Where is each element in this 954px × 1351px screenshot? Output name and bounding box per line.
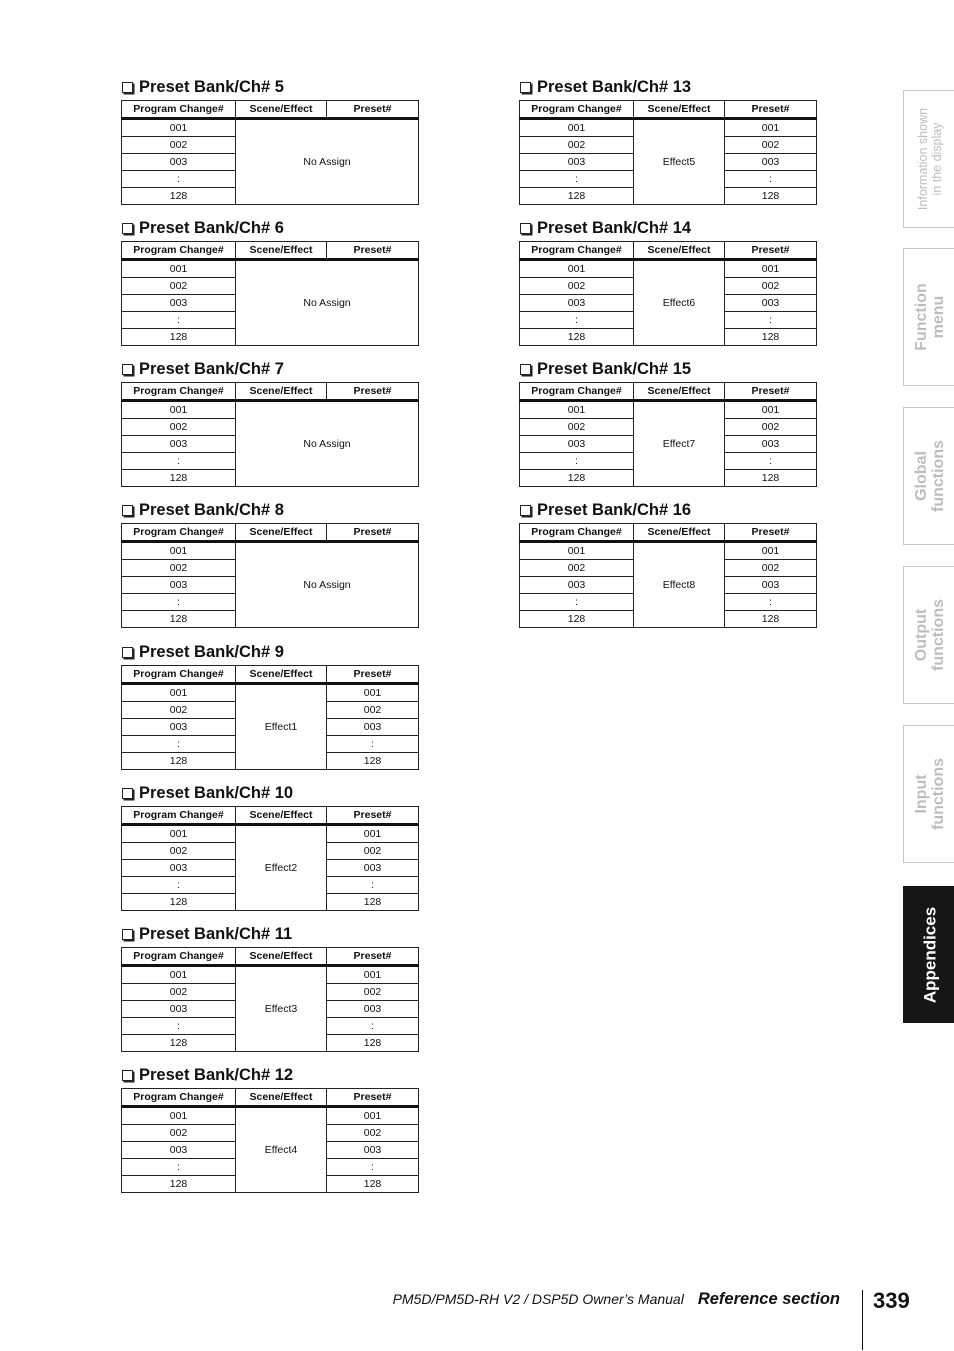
preset-cell: 002 bbox=[725, 419, 817, 436]
program-change-cell: 002 bbox=[122, 984, 236, 1001]
program-change-cell: : bbox=[520, 171, 634, 188]
program-change-cell: : bbox=[122, 736, 236, 753]
tab-label: Appendices bbox=[920, 906, 939, 1003]
tab-appendices[interactable] bbox=[903, 886, 954, 1023]
program-change-cell: 002 bbox=[122, 137, 236, 154]
header-program-change: Program Change# bbox=[520, 383, 634, 401]
header-program-change: Program Change# bbox=[520, 101, 634, 119]
section-heading bbox=[121, 783, 418, 803]
preset-bank-table bbox=[121, 947, 419, 1052]
program-change-cell: 003 bbox=[122, 719, 236, 736]
preset-cell: 001 bbox=[725, 401, 817, 419]
header-program-change: Program Change# bbox=[520, 242, 634, 260]
program-change-cell: : bbox=[122, 171, 236, 188]
program-change-cell: 002 bbox=[122, 419, 236, 436]
program-change-cell: 128 bbox=[122, 611, 236, 628]
header-preset: Preset# bbox=[327, 948, 419, 966]
scene-effect-cell: Effect8 bbox=[634, 542, 725, 628]
header-program-change: Program Change# bbox=[122, 242, 236, 260]
preset-bank-table bbox=[121, 100, 419, 205]
program-change-cell: : bbox=[122, 1159, 236, 1176]
preset-cell: 128 bbox=[327, 1176, 419, 1193]
preset-cell: 002 bbox=[327, 984, 419, 1001]
section-title: Preset Bank/Ch# 10 bbox=[139, 783, 294, 802]
preset-bank-table bbox=[121, 241, 419, 346]
preset-cell: : bbox=[327, 877, 419, 894]
header-preset: Preset# bbox=[725, 524, 817, 542]
preset-cell: : bbox=[725, 453, 817, 470]
header-scene-effect: Scene/Effect bbox=[634, 524, 725, 542]
scene-effect-cell: No Assign bbox=[236, 401, 419, 487]
header-scene-effect: Scene/Effect bbox=[236, 383, 327, 401]
section-heading bbox=[121, 359, 418, 379]
program-change-cell: 001 bbox=[122, 119, 236, 137]
header-scene-effect: Scene/Effect bbox=[236, 807, 327, 825]
program-change-cell: 003 bbox=[122, 295, 236, 312]
header-program-change: Program Change# bbox=[122, 101, 236, 119]
preset-cell: 128 bbox=[327, 894, 419, 911]
section-title: Preset Bank/Ch# 13 bbox=[537, 77, 692, 96]
header-scene-effect: Scene/Effect bbox=[236, 242, 327, 260]
program-change-cell: : bbox=[122, 877, 236, 894]
preset-bank-table bbox=[519, 382, 817, 487]
preset-cell: 003 bbox=[327, 1142, 419, 1159]
preset-cell: : bbox=[327, 1018, 419, 1035]
preset-bank-table bbox=[121, 665, 419, 770]
header-preset: Preset# bbox=[327, 524, 419, 542]
header-program-change: Program Change# bbox=[122, 666, 236, 684]
checkbox-bullet-icon bbox=[122, 223, 133, 234]
program-change-cell: 001 bbox=[122, 825, 236, 843]
header-program-change: Program Change# bbox=[122, 948, 236, 966]
preset-bank-section bbox=[519, 359, 816, 487]
preset-bank-section bbox=[121, 642, 418, 770]
header-scene-effect: Scene/Effect bbox=[634, 242, 725, 260]
program-change-cell: 128 bbox=[122, 1176, 236, 1193]
program-change-cell: : bbox=[122, 453, 236, 470]
preset-bank-section bbox=[121, 924, 418, 1052]
checkbox-bullet-icon bbox=[520, 223, 531, 234]
program-change-cell: : bbox=[122, 594, 236, 611]
program-change-cell: 002 bbox=[520, 137, 634, 154]
table-row bbox=[520, 119, 817, 137]
program-change-cell: 003 bbox=[122, 860, 236, 877]
program-change-cell: 001 bbox=[122, 260, 236, 278]
preset-cell: 003 bbox=[725, 436, 817, 453]
scene-effect-cell: Effect1 bbox=[236, 684, 327, 770]
preset-cell: 003 bbox=[725, 577, 817, 594]
table-row bbox=[520, 260, 817, 278]
tab-information-display[interactable] bbox=[903, 90, 954, 228]
checkbox-bullet-icon bbox=[520, 364, 531, 375]
table-row bbox=[122, 119, 419, 137]
program-change-cell: 128 bbox=[122, 188, 236, 205]
preset-bank-section bbox=[121, 783, 418, 911]
header-scene-effect: Scene/Effect bbox=[236, 101, 327, 119]
preset-cell: 001 bbox=[327, 825, 419, 843]
tab-label: Input functions bbox=[912, 758, 947, 830]
program-change-cell: 002 bbox=[520, 560, 634, 577]
scene-effect-cell: Effect4 bbox=[236, 1107, 327, 1193]
checkbox-bullet-icon bbox=[122, 647, 133, 658]
program-change-cell: 128 bbox=[122, 1035, 236, 1052]
preset-bank-table bbox=[519, 241, 817, 346]
header-scene-effect: Scene/Effect bbox=[236, 948, 327, 966]
tab-function-menu[interactable] bbox=[903, 248, 954, 386]
program-change-cell: 003 bbox=[122, 436, 236, 453]
preset-bank-table bbox=[121, 806, 419, 911]
program-change-cell: 001 bbox=[520, 401, 634, 419]
section-title: Preset Bank/Ch# 5 bbox=[139, 77, 284, 96]
section-heading bbox=[121, 77, 418, 97]
preset-cell: 001 bbox=[725, 542, 817, 560]
header-program-change: Program Change# bbox=[122, 524, 236, 542]
preset-bank-section bbox=[519, 218, 816, 346]
tab-output-functions[interactable] bbox=[903, 566, 954, 704]
preset-bank-section bbox=[121, 77, 418, 205]
table-row bbox=[122, 966, 419, 984]
section-title: Preset Bank/Ch# 14 bbox=[537, 218, 692, 237]
scene-effect-cell: No Assign bbox=[236, 119, 419, 205]
preset-cell: 128 bbox=[725, 188, 817, 205]
section-title: Preset Bank/Ch# 9 bbox=[139, 642, 284, 661]
table-row bbox=[122, 542, 419, 560]
program-change-cell: 003 bbox=[520, 154, 634, 171]
program-change-cell: 001 bbox=[520, 542, 634, 560]
header-preset: Preset# bbox=[327, 383, 419, 401]
preset-cell: 002 bbox=[725, 560, 817, 577]
header-program-change: Program Change# bbox=[520, 524, 634, 542]
program-change-cell: 001 bbox=[122, 684, 236, 702]
scene-effect-cell: Effect3 bbox=[236, 966, 327, 1052]
header-preset: Preset# bbox=[327, 101, 419, 119]
header-preset: Preset# bbox=[725, 101, 817, 119]
tab-global-functions[interactable] bbox=[903, 407, 954, 545]
preset-cell: 003 bbox=[725, 295, 817, 312]
header-preset: Preset# bbox=[725, 242, 817, 260]
section-heading bbox=[121, 218, 418, 238]
preset-cell: 002 bbox=[725, 137, 817, 154]
program-change-cell: 002 bbox=[520, 419, 634, 436]
scene-effect-cell: Effect7 bbox=[634, 401, 725, 487]
program-change-cell: 003 bbox=[520, 436, 634, 453]
program-change-cell: 128 bbox=[122, 470, 236, 487]
header-program-change: Program Change# bbox=[122, 807, 236, 825]
preset-bank-table bbox=[519, 100, 817, 205]
preset-cell: 128 bbox=[725, 470, 817, 487]
program-change-cell: 128 bbox=[122, 894, 236, 911]
preset-cell: 002 bbox=[327, 1125, 419, 1142]
program-change-cell: 128 bbox=[520, 470, 634, 487]
program-change-cell: : bbox=[520, 312, 634, 329]
section-title: Preset Bank/Ch# 16 bbox=[537, 500, 692, 519]
checkbox-bullet-icon bbox=[122, 505, 133, 516]
program-change-cell: 003 bbox=[122, 1001, 236, 1018]
scene-effect-cell: Effect6 bbox=[634, 260, 725, 346]
checkbox-bullet-icon bbox=[122, 1070, 133, 1081]
program-change-cell: 002 bbox=[122, 702, 236, 719]
program-change-cell: 001 bbox=[520, 260, 634, 278]
tab-label: Global functions bbox=[912, 440, 947, 512]
program-change-cell: 128 bbox=[520, 611, 634, 628]
program-change-cell: 128 bbox=[520, 188, 634, 205]
preset-cell: 002 bbox=[725, 278, 817, 295]
table-row bbox=[122, 825, 419, 843]
section-heading bbox=[121, 1065, 418, 1085]
table-row bbox=[520, 401, 817, 419]
scene-effect-cell: No Assign bbox=[236, 542, 419, 628]
program-change-cell: 002 bbox=[520, 278, 634, 295]
scene-effect-cell: Effect5 bbox=[634, 119, 725, 205]
preset-bank-section bbox=[121, 500, 418, 628]
header-preset: Preset# bbox=[327, 1089, 419, 1107]
checkbox-bullet-icon bbox=[122, 364, 133, 375]
page-number: 339 bbox=[873, 1288, 910, 1313]
header-preset: Preset# bbox=[327, 807, 419, 825]
program-change-cell: 128 bbox=[122, 753, 236, 770]
preset-bank-section bbox=[519, 500, 816, 628]
preset-cell: 003 bbox=[327, 719, 419, 736]
preset-bank-table bbox=[519, 523, 817, 628]
program-change-cell: : bbox=[520, 594, 634, 611]
preset-bank-section bbox=[121, 1065, 418, 1193]
section-heading bbox=[519, 77, 816, 97]
preset-cell: 128 bbox=[725, 329, 817, 346]
checkbox-bullet-icon bbox=[520, 505, 531, 516]
section-heading bbox=[519, 500, 816, 520]
section-title: Preset Bank/Ch# 7 bbox=[139, 359, 284, 378]
preset-cell: 128 bbox=[327, 1035, 419, 1052]
tab-label: Function menu bbox=[912, 283, 947, 351]
header-scene-effect: Scene/Effect bbox=[236, 666, 327, 684]
preset-cell: 002 bbox=[327, 702, 419, 719]
program-change-cell: 002 bbox=[122, 560, 236, 577]
program-change-cell: 002 bbox=[122, 278, 236, 295]
program-change-cell: 003 bbox=[122, 577, 236, 594]
program-change-cell: 003 bbox=[122, 154, 236, 171]
program-change-cell: 001 bbox=[122, 542, 236, 560]
section-title: Reference section bbox=[697, 1290, 840, 1308]
preset-cell: 001 bbox=[327, 966, 419, 984]
checkbox-bullet-icon bbox=[520, 82, 531, 93]
program-change-cell: 003 bbox=[122, 1142, 236, 1159]
header-preset: Preset# bbox=[327, 242, 419, 260]
preset-cell: 001 bbox=[327, 1107, 419, 1125]
preset-cell: 003 bbox=[725, 154, 817, 171]
header-scene-effect: Scene/Effect bbox=[634, 101, 725, 119]
footer-divider bbox=[862, 1290, 863, 1350]
tab-input-functions[interactable] bbox=[903, 725, 954, 863]
program-change-cell: 002 bbox=[122, 1125, 236, 1142]
program-change-cell: 001 bbox=[520, 119, 634, 137]
table-row bbox=[122, 401, 419, 419]
header-scene-effect: Scene/Effect bbox=[236, 1089, 327, 1107]
program-change-cell: 002 bbox=[122, 843, 236, 860]
section-title: Preset Bank/Ch# 12 bbox=[139, 1065, 294, 1084]
checkbox-bullet-icon bbox=[122, 82, 133, 93]
preset-bank-section bbox=[121, 359, 418, 487]
preset-cell: : bbox=[725, 171, 817, 188]
preset-cell: 003 bbox=[327, 860, 419, 877]
preset-cell: 002 bbox=[327, 843, 419, 860]
program-change-cell: 003 bbox=[520, 295, 634, 312]
scene-effect-cell: No Assign bbox=[236, 260, 419, 346]
program-change-cell: : bbox=[122, 312, 236, 329]
preset-cell: 001 bbox=[725, 260, 817, 278]
scene-effect-cell: Effect2 bbox=[236, 825, 327, 911]
header-scene-effect: Scene/Effect bbox=[634, 383, 725, 401]
program-change-cell: 003 bbox=[520, 577, 634, 594]
program-change-cell: 001 bbox=[122, 401, 236, 419]
header-scene-effect: Scene/Effect bbox=[236, 524, 327, 542]
section-heading bbox=[121, 642, 418, 662]
preset-cell: 128 bbox=[725, 611, 817, 628]
program-change-cell: 001 bbox=[122, 1107, 236, 1125]
header-program-change: Program Change# bbox=[122, 1089, 236, 1107]
preset-bank-table bbox=[121, 1088, 419, 1193]
tab-label: Output functions bbox=[912, 599, 947, 671]
preset-cell: : bbox=[725, 594, 817, 611]
preset-cell: 003 bbox=[327, 1001, 419, 1018]
preset-bank-table bbox=[121, 382, 419, 487]
preset-bank-section bbox=[121, 218, 418, 346]
preset-cell: 001 bbox=[725, 119, 817, 137]
header-program-change: Program Change# bbox=[122, 383, 236, 401]
manual-title: PM5D/PM5D-RH V2 / DSP5D Owner’s Manual bbox=[392, 1291, 684, 1307]
footer bbox=[340, 1290, 840, 1309]
program-change-cell: 128 bbox=[122, 329, 236, 346]
preset-cell: : bbox=[327, 736, 419, 753]
section-title: Preset Bank/Ch# 8 bbox=[139, 500, 284, 519]
header-preset: Preset# bbox=[327, 666, 419, 684]
preset-cell: 128 bbox=[327, 753, 419, 770]
table-row bbox=[122, 260, 419, 278]
program-change-cell: 001 bbox=[122, 966, 236, 984]
checkbox-bullet-icon bbox=[122, 929, 133, 940]
section-heading bbox=[519, 359, 816, 379]
section-heading bbox=[121, 924, 418, 944]
tab-label: Information shown in the display bbox=[915, 107, 944, 211]
section-title: Preset Bank/Ch# 15 bbox=[537, 359, 692, 378]
table-row bbox=[520, 542, 817, 560]
preset-bank-table bbox=[121, 523, 419, 628]
table-row bbox=[122, 684, 419, 702]
section-heading bbox=[519, 218, 816, 238]
program-change-cell: 128 bbox=[520, 329, 634, 346]
checkbox-bullet-icon bbox=[122, 788, 133, 799]
header-preset: Preset# bbox=[725, 383, 817, 401]
preset-cell: : bbox=[327, 1159, 419, 1176]
preset-cell: 001 bbox=[327, 684, 419, 702]
section-heading bbox=[121, 500, 418, 520]
preset-cell: : bbox=[725, 312, 817, 329]
program-change-cell: : bbox=[520, 453, 634, 470]
preset-bank-section bbox=[519, 77, 816, 205]
program-change-cell: : bbox=[122, 1018, 236, 1035]
section-title: Preset Bank/Ch# 11 bbox=[139, 924, 293, 943]
section-title: Preset Bank/Ch# 6 bbox=[139, 218, 284, 237]
table-row bbox=[122, 1107, 419, 1125]
